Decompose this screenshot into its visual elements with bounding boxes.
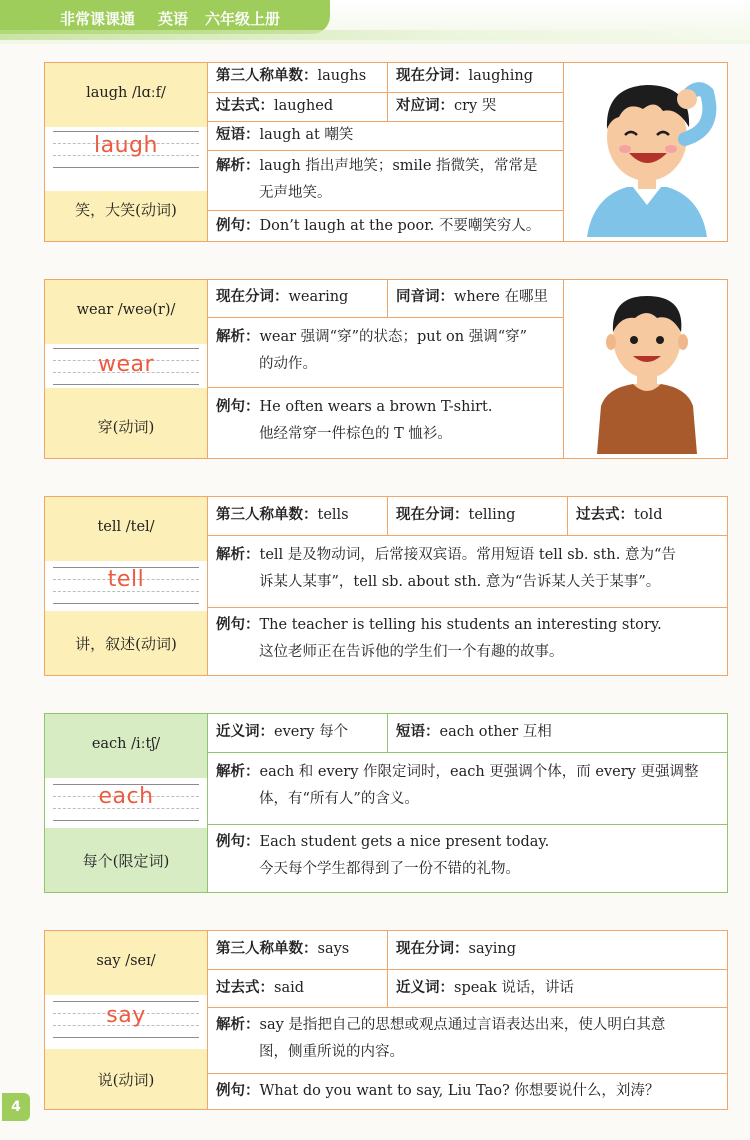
vocab-card-wear	[44, 279, 728, 459]
analysis-line: 体，有“所有人”的含义。	[259, 791, 419, 807]
handwritten-word: tell	[107, 567, 145, 592]
word-panel	[45, 931, 208, 1109]
analysis-line: 无声地笑。	[259, 185, 332, 201]
field-key: 解析：	[216, 1017, 260, 1033]
field-key: 例句：	[216, 218, 260, 234]
field-key: 例句：	[216, 617, 260, 633]
example-line: The teacher is telling his students an interesting story.	[259, 617, 662, 633]
handwritten-word: wear	[97, 352, 155, 377]
field-key: 短语：	[396, 724, 440, 740]
field-key: 过去式：	[216, 980, 274, 996]
vocab-card-laugh	[44, 62, 728, 242]
field-key: 现在分词：	[396, 68, 469, 84]
handwritten-word: say	[106, 1003, 146, 1028]
phonetic: say /seɪ/	[96, 953, 156, 969]
field-value: told	[634, 507, 663, 523]
field-key: 近义词：	[216, 724, 274, 740]
analysis-line: 诉某人某事”，tell sb. about sth. 意为“告诉某人关于某事”。	[259, 574, 661, 590]
example-line: Don’t laugh at the poor. 不要嘲笑穷人。	[259, 218, 541, 234]
field-value: where 在哪里	[454, 289, 548, 305]
field-value: laughing	[468, 68, 533, 84]
field-key: 解析：	[216, 547, 260, 563]
field-value: said	[274, 980, 305, 996]
analysis-line: 的动作。	[259, 356, 317, 372]
header-wave-decoration	[0, 30, 750, 40]
field-key: 同音词：	[396, 289, 454, 305]
field-key: 现在分词：	[396, 941, 469, 957]
analysis-line: laugh 指出声地笑；smile 指微笑，常常是	[259, 158, 538, 174]
example-line: 这位老师正在告诉他的学生们一个有趣的故事。	[259, 644, 564, 660]
word-panel	[45, 63, 208, 241]
field-key: 现在分词：	[216, 289, 289, 305]
phonetic: tell /tel/	[97, 519, 155, 535]
field-key: 第三人称单数：	[216, 507, 318, 523]
word-meaning: 每个(限定词)	[82, 852, 170, 870]
handwritten-word: laugh	[94, 133, 158, 158]
example-line: 他经常穿一件棕色的 T 恤衫。	[259, 426, 452, 442]
field-key: 近义词：	[396, 980, 454, 996]
word-panel	[45, 280, 208, 458]
word-panel	[45, 714, 208, 892]
word-panel	[45, 497, 208, 675]
analysis-line: tell 是及物动词，后常接双宾语。常用短语 tell sb. sth. 意为“告	[259, 547, 676, 563]
analysis-line: each 和 every 作限定词时，each 更强调个体，而 every 更强调整	[259, 764, 699, 780]
field-key: 第三人称单数：	[216, 941, 318, 957]
analysis-line: say 是指把自己的思想或观点通过言语表达出来，使人明白其意	[259, 1017, 666, 1033]
field-value: cry 哭	[454, 98, 497, 114]
grade-label: 六年级上册	[205, 10, 281, 28]
field-key: 解析：	[216, 764, 260, 780]
word-meaning: 说(动词)	[97, 1071, 155, 1089]
analysis-line: wear 强调“穿”的状态；put on 强调“穿”	[259, 329, 528, 345]
word-meaning: 讲，叙述(动词)	[75, 635, 177, 653]
field-key: 第三人称单数：	[216, 68, 318, 84]
field-key: 过去式：	[216, 98, 274, 114]
vocab-card-each	[44, 713, 728, 893]
page-header	[0, 0, 750, 44]
field-value: every 每个	[274, 724, 349, 740]
field-key: 现在分词：	[396, 507, 469, 523]
field-value: laugh at 嘲笑	[259, 127, 354, 143]
analysis-line: 图，侧重所说的内容。	[259, 1044, 404, 1060]
example-line: 今天每个学生都得到了一份不错的礼物。	[259, 861, 520, 877]
field-key: 对应词：	[396, 98, 454, 114]
subject-label: 英语	[158, 10, 189, 28]
field-value: tells	[317, 507, 349, 523]
field-key: 短语：	[216, 127, 260, 143]
word-meaning: 笑，大笑(动词)	[75, 201, 177, 219]
field-value: speak 说话，讲话	[454, 980, 574, 996]
field-key: 解析：	[216, 158, 260, 174]
field-key: 例句：	[216, 399, 260, 415]
vocab-card-tell	[44, 496, 728, 676]
field-key: 解析：	[216, 329, 260, 345]
phonetic: wear /weə(r)/	[76, 302, 176, 318]
example-line: What do you want to say, Liu Tao? 你想要说什么，刘涛？	[259, 1083, 660, 1099]
vocab-card-say	[44, 930, 728, 1110]
field-value: each other 互相	[439, 724, 552, 740]
field-value: laughs	[317, 68, 367, 84]
series-title: 非常课课通	[60, 10, 136, 28]
example-line: Each student gets a nice present today.	[259, 834, 550, 850]
field-key: 过去式：	[576, 507, 634, 523]
page-number: 4	[2, 1093, 30, 1121]
boy-laughing-illustration	[567, 69, 725, 237]
example-line: He often wears a brown T-shirt.	[259, 399, 493, 415]
phonetic: laugh /lɑːf/	[86, 85, 166, 101]
boy-brown-tshirt-illustration	[587, 288, 707, 454]
field-value: wearing	[288, 289, 349, 305]
field-key: 例句：	[216, 834, 260, 850]
field-value: telling	[468, 507, 516, 523]
phonetic: each /iːtʃ/	[91, 736, 161, 752]
word-meaning: 穿(动词)	[97, 418, 155, 436]
field-value: says	[317, 941, 350, 957]
field-key: 例句：	[216, 1083, 260, 1099]
field-value: laughed	[274, 98, 334, 114]
field-value: saying	[468, 941, 517, 957]
handwritten-word: each	[98, 784, 154, 809]
